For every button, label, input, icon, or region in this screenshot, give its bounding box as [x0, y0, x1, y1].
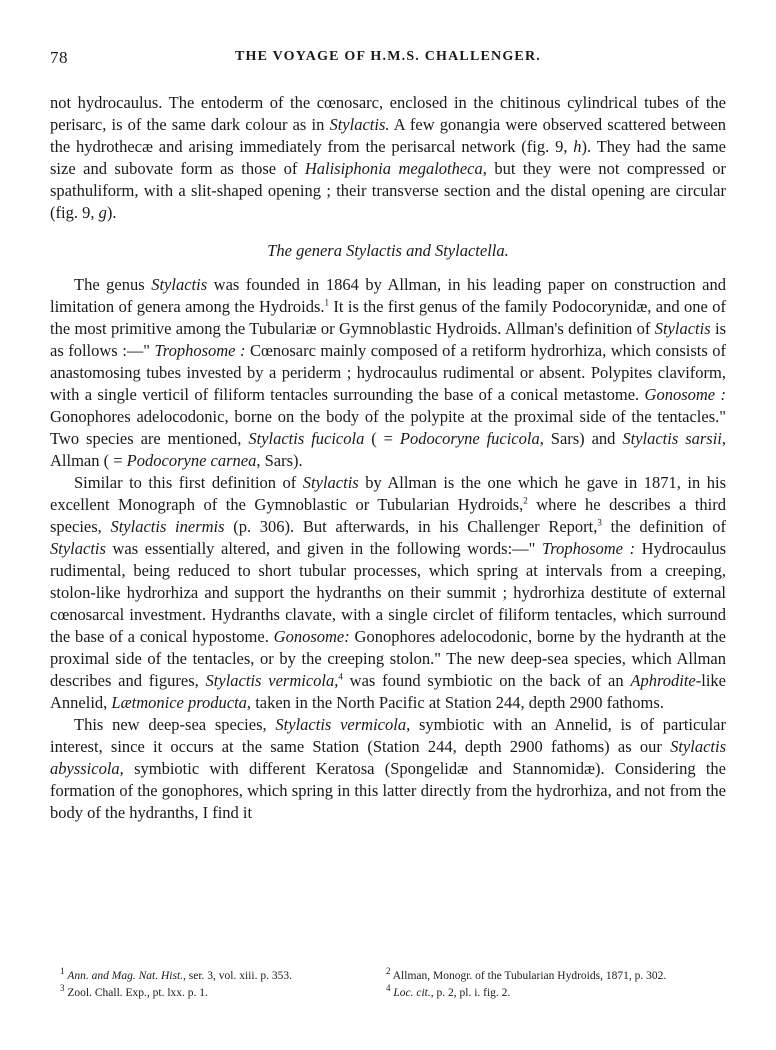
footnote-ref-4: 4	[338, 671, 343, 682]
footnote-ref-1: 1	[324, 297, 330, 308]
footnotes	[60, 968, 736, 1002]
footnote-4: $^4$ Loc. cit., p. 2, pl. i. fig. 2.	[386, 983, 511, 999]
footnote-2: $^2$ Allman, Monogr. of the Tubularian Hydroids, 1871, p. 302.	[386, 966, 667, 982]
paragraph-continuation: not hydrocaulus. The entoderm of the cœnosarc, enclosed in the chitinous cylindrical tubes of the perisarc, is of the same dark colour as in Stylactis. A few gonangia were observed scattered between the hydrothecæ and arising immediately from the perisarcal network (fig. 9, h). They had the same size and subovate form as those of Halisiphonia megalotheca, but they were not compressed or spathuliform, with a slit-shaped opening ; their transverse section and the distal opening are circular (fig. 9, g).	[50, 93, 727, 222]
footnote-row-2	[60, 985, 736, 1002]
paragraph-similar-definition: Similar to this first definition of Stylactis by Allman is the one which he gave in 1871, in his excellent Monograph of the Gymnoblastic or Tubularian Hydroids,$^2$ where he describes a third species, Stylactis inermis (p. 306). But afterwards, in his Challenger Report,$^3$ the definition of Stylactis was essentially altered, and given in the following words:—" Trophosome : Hydrocaulus rudimental, being reduced to short tubular processes, which spring at intervals from a creeping, stolon-like hydrorhiza and support the hydranths on their summit ; hydrorhiza destitute of external cœnosarcal investment. Hydranths clavate, with a single circlet of filiform tentacles, which surround the base of a conical hypostome. Gonosome: Gonophores adelocodonic, borne by the hydranth at the proximal side of the tentacles, or by the creeping stolon." The new deep-sea species, which Allman describes and figures, Stylactis vermicola,$^4$ was found symbiotic on the back of an Aphrodite-like Annelid, Lætmonice producta, taken in the North Pacific at Station 244, depth 2900 fathoms.	[50, 473, 727, 712]
footnote-3: $^3$ Zool. Chall. Exp., pt. lxx. p. 1.	[60, 983, 208, 999]
paragraph-vermicola: This new deep-sea species, Stylactis vermicola, symbiotic with an Annelid, is of particular interest, since it occurs at the same Station (Station 244, depth 2900 fathoms) as our Stylactis abyssicola, symbiotic with different Keratosa (Spongelidæ and Stannomidæ). Considering the formation of the gonophores, which spring in this latter directly from the hydrorhiza, and not from the body of the hydranths, I find it	[50, 715, 726, 822]
footnote-ref-3: 3	[597, 517, 602, 528]
footnote-row-1	[60, 968, 736, 985]
page-header	[50, 48, 726, 72]
section-heading: The genera Stylactis and Stylactella.	[267, 241, 509, 260]
page-number: 78	[50, 48, 68, 67]
body-text	[50, 92, 726, 824]
running-title: THE VOYAGE OF H.M.S. CHALLENGER.	[235, 49, 541, 64]
paragraph-genus-stylactis: The genus Stylactis was founded in 1864 by Allman, in his leading paper on construction and limitation of genera among the Hydroids.$^1$ It is the first genus of the family Podocorynidæ, and one of the most primitive among the Tubulariæ or Gymnoblastic Hydroids. Allman's definition of Stylactis is as follows :—" Trophosome : Cœnosarc mainly composed of a retiform hydrorhiza, which consists of anastomosing tubes invested by a periderm ; hydrocaulus rudimental or absent. Polypites claviform, with a single verticil of filiform tentacles surrounding the base of a conical metastome. Gonosome : Gonophores adelocodonic, borne on the body of the polypite at the proximal side of the tentacles." Two species are mentioned, Stylactis fucicola ( = Podocoryne fucicola, Sars) and Stylactis sarsii, Allman ( = Podocoryne carnea, Sars).	[50, 275, 727, 470]
footnote-1: $^1$ Ann. and Mag. Nat. Hist., ser. 3, vol. xiii. p. 353.	[60, 966, 292, 982]
footnote-ref-2: 2	[523, 495, 528, 506]
